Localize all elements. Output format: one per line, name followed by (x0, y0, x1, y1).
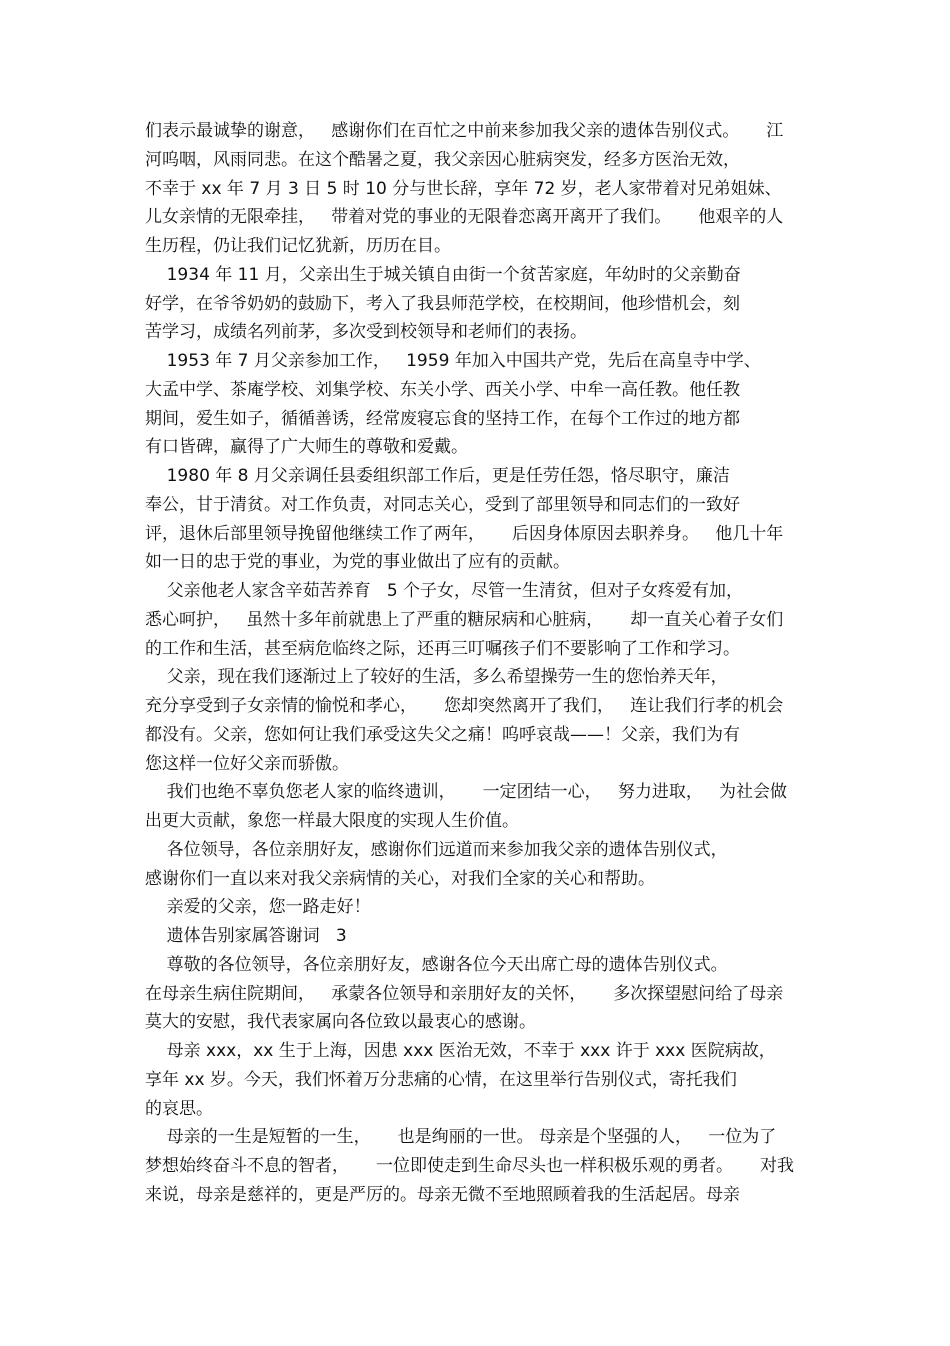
text-line: 亲爱的父亲，您一路走好！ (145, 897, 371, 918)
text-line: 父亲，现在我们逐渐过上了较好的生活，多么希望操劳一生的您怡养天年， (145, 667, 728, 688)
text-line: 感谢你们一直以来对我父亲病情的关心，对我们全家的关心和帮助。 (145, 868, 655, 889)
text-line: 来说，母亲是慈祥的，更是严厉的。母亲无微不至地照顾着我的生活起居。母亲 (145, 1184, 740, 1205)
text-line: 1934 年 11 月，父亲出生于城关镇自由街一个贫苦家庭，年幼时的父亲勤奋 (145, 264, 741, 285)
text-line: 们表示最诚挚的谢意， 感谢你们在百忙之中前来参加我父亲的遗体告别仪式。 江 (145, 121, 784, 141)
text-line: 您这样一位好父亲而骄傲。 (145, 753, 349, 774)
text-line: 奉公，甘于清贫。对工作负责，对同志关心，受到了部里领导和同志们的一致好 (145, 494, 740, 515)
text-line: 享年 xx 岁。今天，我们怀着万分悲痛的心情，在这里举行告别仪式，寄托我们 (145, 1069, 737, 1090)
text-line: 母亲 xxx，xx 生于上海，因患 xxx 医治无效，不幸于 xxx 许于 xxx 医院病故， (145, 1041, 776, 1061)
text-line: 河呜咽，风雨同悲。在这个酷暑之夏，我父亲因心脏病突发，经多方医治无效， (145, 149, 740, 170)
text-line: 大孟中学、茶庵学校、刘集学校、东关小学、西关小学、中牟一高任教。他任教 (145, 379, 740, 400)
document-body (145, 117, 810, 1210)
text-line: 生历程，仍让我们记忆犹新，历历在目。 (145, 236, 451, 256)
text-line: 悉心呵护， 虽然十多年前就患上了严重的糖尿病和心脏病， 却一直关心着子女们 (145, 609, 784, 630)
text-line: 在母亲生病住院期间， 承蒙各位领导和亲朋好友的关怀， 多次探望慰问给了母亲 (145, 983, 784, 1004)
text-line: 期间，爱生如子，循循善诱，经常废寝忘食的坚持工作，在每个工作过的地方都 (145, 408, 740, 429)
text-line: 的哀思。 (145, 1098, 213, 1119)
text-line: 遗体告别家属答谢词 3 (145, 926, 347, 946)
text-line: 不幸于 xx 年 7 月 3 日 5 时 10 分与世长辞，享年 72 岁，老人家带着对兄弟姐妹、 (145, 178, 782, 199)
text-line: 评，退休后部里领导挽留他继续工作了两年， 后因身体原因去职养身。 他几十年 (145, 523, 784, 544)
text-line: 好学，在爷爷奶奶的鼓励下，考入了我县师范学校，在校期间，他珍惜机会，刻 (145, 293, 740, 314)
text-line: 的工作和生活，甚至病危临终之际，还再三叮嘱孩子们不要影响了工作和学习。 (145, 638, 740, 659)
text-line: 都没有。父亲，您如何让我们承受这失父之痛！呜呼哀哉——！父亲，我们为有 (145, 724, 740, 745)
text-line: 父亲他老人家含辛茹苦养育 5 个子女，尽管一生清贫，但对子女疼爱有加， (145, 581, 744, 601)
text-line: 尊敬的各位领导，各位亲朋好友，感谢各位今天出席亡母的遗体告别仪式。 (145, 954, 728, 975)
text-line: 有口皆碑，赢得了广大师生的尊敬和爱戴。 (145, 437, 468, 458)
text-line: 莫大的安慰，我代表家属向各位致以最衷心的感谢。 (145, 1012, 536, 1033)
text-line: 充分享受到子女亲情的愉悦和孝心， 您却突然离开了我们， 连让我们行孝的机会 (145, 696, 784, 716)
text-line: 母亲的一生是短暂的一生， 也是绚丽的一世。 母亲是个坚强的人， 一位为了 (145, 1127, 777, 1148)
text-line: 1980 年 8 月父亲调任县委组织部工作后，更是任劳任怨，恪尽职守，廉洁 (145, 466, 730, 486)
text-line: 苦学习，成绩名列前茅，多次受到校领导和老师们的表扬。 (145, 322, 587, 343)
text-line: 我们也绝不辜负您老人家的临终遗训， 一定团结一心， 努力进取， 为社会做 (145, 782, 788, 803)
text-line: 各位领导，各位亲朋好友，感谢你们远道而来参加我父亲的遗体告别仪式， (145, 839, 728, 860)
text-line: 儿女亲情的无限牵挂， 带着对党的事业的无限眷恋离开离开了我们。 他艰辛的人 (145, 207, 784, 228)
text-line: 出更大贡献，象您一样最大限度的实现人生价值。 (145, 811, 519, 831)
text-line: 1953 年 7 月父亲参加工作， 1959 年加入中国共产党，先后在高皇寺中学、 (145, 351, 761, 371)
text-line: 梦想始终奋斗不息的智者， 一位即使走到生命尽头也一样积极乐观的勇者。 对我 (145, 1156, 795, 1176)
text-line: 如一日的忠于党的事业，为党的事业做出了应有的贡献。 (145, 552, 570, 573)
